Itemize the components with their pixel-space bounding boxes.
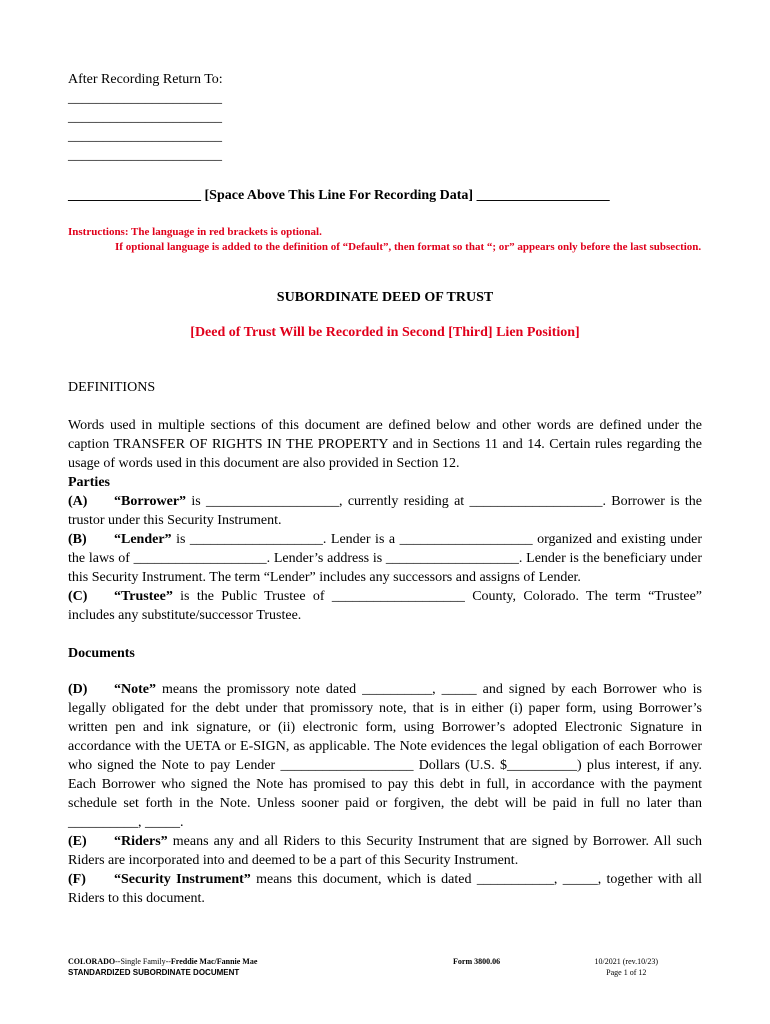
definition-a-text: is ___________________, currently residing at ___________________. Borrower is the trustor under this Security Instrument.: [68, 494, 702, 528]
definitions-body: [68, 416, 702, 908]
definition-c-text: is the Public Trustee of ___________________ County, Colorado. The term “Trustee” includes any substitute/successor Trustee.: [68, 589, 702, 623]
footer-state: COLORADO: [68, 957, 116, 966]
return-address-line-4: ______________________: [68, 148, 222, 163]
definition-c-label: (C): [68, 589, 88, 604]
return-address-line-2: ______________________: [68, 110, 222, 125]
definition-b-term: “Lender”: [114, 532, 172, 547]
definition-f-label: (F): [68, 872, 86, 887]
footer-form-description: [68, 956, 257, 967]
parties-heading: Parties: [68, 475, 110, 490]
definition-riders: [68, 832, 702, 870]
footer-date: 10/2021 (rev.10/23): [594, 957, 658, 966]
return-address-line-3: ______________________: [68, 129, 222, 144]
return-to-label: After Recording Return To:: [68, 72, 223, 87]
definition-d-text: means the promissory note dated __________, _____ and signed by each Borrower who is legally obligated for the debt under that promissory note, that is in either (i) paper form, using Borrower’s written pen and ink signature, or (ii) electronic form, using Borrower’s adopted Electronic Signature in accordance with the UETA or E-SIGN, as applicable. The Note evidences the legal obligation of each Borrower who signed the Note to pay Lender ___________________ Dollars (U.S. $__________) plus interest, if any. Each Borrower who signed the Note has promised to pay this debt in full, in accordance with the payment schedule set forth in the Note. Unless sooner paid or forgiven, the debt will be paid in full no later than __________, _____.: [68, 682, 702, 830]
definition-trustee: [68, 587, 702, 625]
footer-document-type: STANDARDIZED SUBORDINATE DOCUMENT: [68, 968, 240, 977]
definition-f-text: means this document, which is dated ___________, _____, together with all Riders to this document.: [68, 872, 702, 906]
recording-space-line: ___________________ [Space Above This Line For Recording Data] ___________________: [68, 188, 610, 203]
definition-b-text: is ___________________. Lender is a ___________________ organized and existing under the laws of ___________________. Lender’s address is ___________________. Lender is the beneficiary under this Security Instrument. The term “Lender” includes any successors and assigns of Lender.: [68, 532, 702, 585]
definition-d-label: (D): [68, 682, 88, 697]
definition-a-term: “Borrower”: [114, 494, 187, 509]
footer-issuer: Freddie Mac/Fannie Mae: [170, 957, 258, 966]
definition-borrower: [68, 492, 702, 530]
lien-position-subtitle: [Deed of Trust Will be Recorded in Second [Third] Lien Position]: [190, 325, 580, 340]
definitions-intro: Words used in multiple sections of this document are defined below and other words are defined under the caption TRANSFER OF RIGHTS IN THE PROPERTY and in Sections 11 and 14. Certain rules regarding the usage of words used in this document are also provided in Section 12.: [68, 418, 702, 471]
definition-e-term: “Riders”: [114, 834, 168, 849]
definition-d-term: “Note”: [114, 682, 156, 697]
definition-note: [68, 680, 702, 832]
definition-c-term: “Trustee”: [114, 589, 173, 604]
definition-a-label: (A): [68, 494, 88, 509]
instructions-line-2: If optional language is added to the definition of “Default”, then format so that “; or” appears only before the last subsection.: [115, 241, 702, 253]
document-title: SUBORDINATE DEED OF TRUST: [276, 290, 494, 305]
footer-left: [68, 956, 257, 978]
footer-form-number: Form 3800.06: [453, 957, 501, 966]
return-address-line-1: ______________________: [68, 91, 222, 106]
footer-right: [595, 956, 658, 978]
definition-security-instrument: [68, 870, 702, 908]
definition-f-term: “Security Instrument”: [114, 872, 251, 887]
definition-lender: [68, 530, 702, 587]
footer-page-number: Page 1 of 12: [606, 968, 647, 977]
definition-e-label: (E): [68, 834, 87, 849]
definition-e-text: means any and all Riders to this Security Instrument that are signed by Borrower. All such Riders are incorporated into and deemed to be a part of this Security Instrument.: [68, 834, 702, 868]
definitions-heading: DEFINITIONS: [68, 380, 156, 395]
documents-heading: Documents: [68, 646, 135, 661]
definition-b-label: (B): [68, 532, 87, 547]
instructions-line-1: Instructions: The language in red brackets is optional.: [68, 226, 322, 238]
footer-family: --Single Family--: [115, 957, 171, 966]
